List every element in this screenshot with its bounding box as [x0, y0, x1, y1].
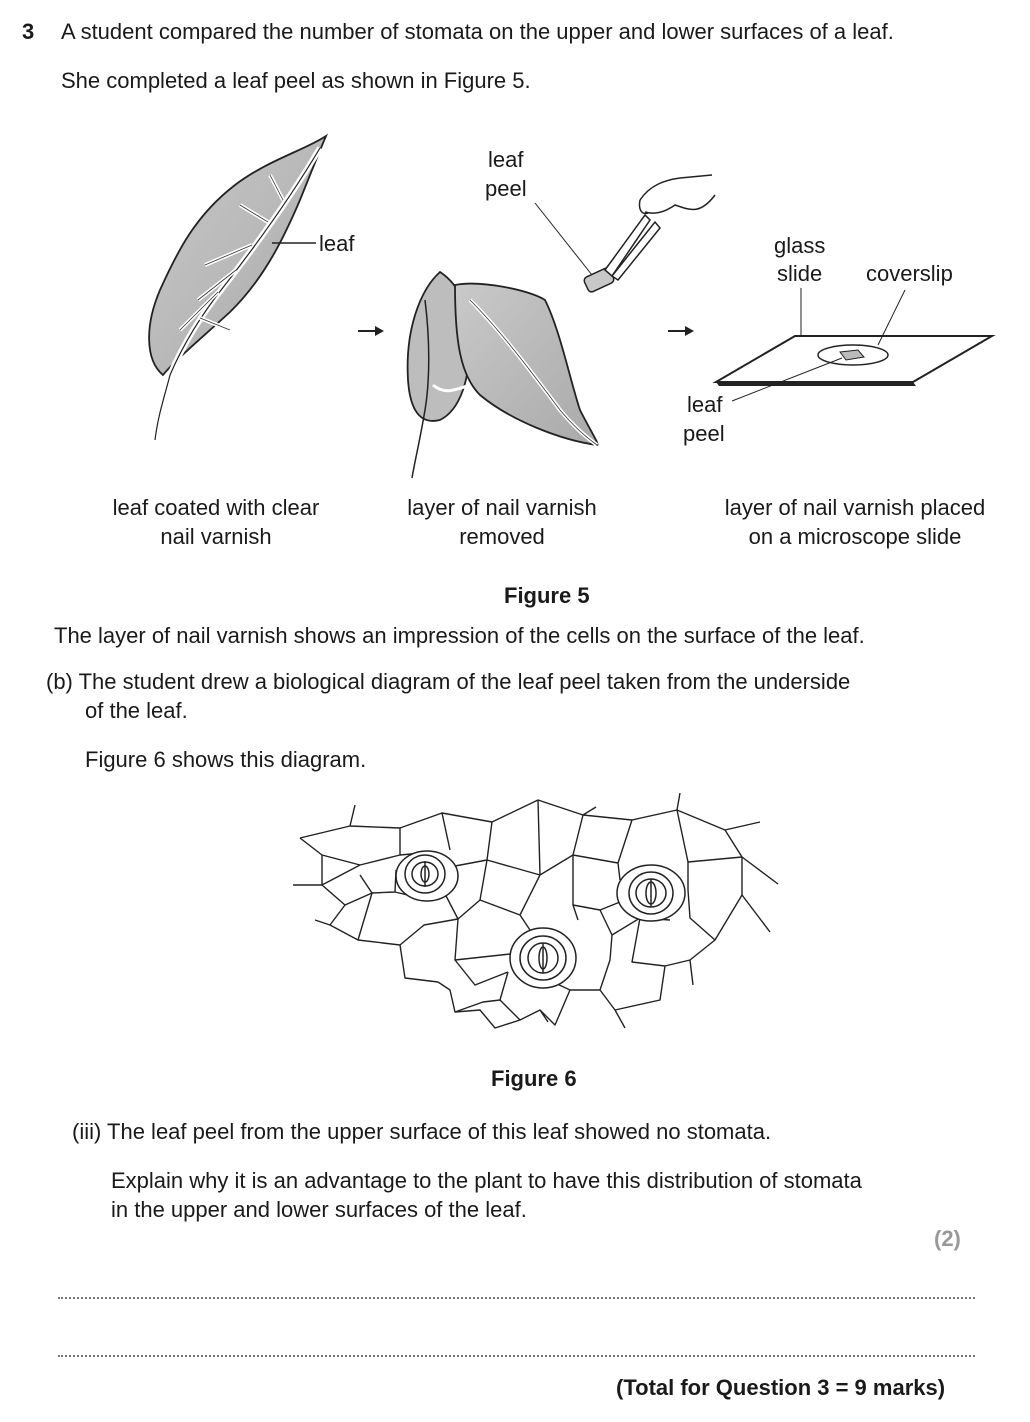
stoma [510, 928, 576, 988]
stoma [617, 865, 685, 921]
caption-step1-line1: leaf coated with clear [112, 495, 320, 520]
label-glass-slide-1: glass [774, 233, 826, 258]
part-b-line3: Figure 6 shows this diagram. [85, 747, 367, 772]
marks-label: (2) [934, 1226, 961, 1251]
figure-6-diagram [293, 793, 778, 1028]
forceps-illustration [583, 175, 715, 293]
stoma [396, 851, 458, 901]
caption-step3-line1: layer of nail varnish placed [724, 495, 986, 520]
microscope-slide-illustration [716, 336, 992, 386]
answer-line[interactable] [58, 1297, 975, 1299]
label-glass-slide-2: slide [777, 261, 823, 286]
label-slide-peel-2: peel [683, 421, 725, 446]
part-iii-line3: in the upper and lower surfaces of the leaf. [111, 1197, 527, 1222]
part-iii-line1: (iii) The leaf peel from the upper surface of this leaf showed no stomata. [72, 1119, 772, 1144]
coated-leaf-illustration [149, 136, 326, 440]
text-after-figure-5: The layer of nail varnish shows an impression of the cells on the surface of the leaf. [54, 623, 865, 648]
question-intro-line1: A student compared the number of stomata on the upper and lower surfaces of a leaf. [61, 19, 894, 44]
label-slide-peel-1: leaf [687, 392, 723, 417]
leaf-peel-pointer [535, 203, 592, 275]
question-number: 3 [22, 19, 35, 44]
label-leaf: leaf [319, 231, 355, 256]
figure-6-title: Figure 6 [491, 1066, 577, 1091]
arrow-icon [358, 326, 384, 336]
total-marks: (Total for Question 3 = 9 marks) [616, 1375, 946, 1400]
question-intro-line2: She completed a leaf peel as shown in Figure 5. [61, 68, 531, 93]
label-coverslip: coverslip [866, 261, 953, 286]
answer-line[interactable] [58, 1355, 975, 1357]
caption-step2-line1: layer of nail varnish [407, 495, 597, 520]
caption-step1-line2: nail varnish [160, 524, 272, 549]
part-iii-line2: Explain why it is an advantage to the plant to have this distribution of stomata [111, 1168, 862, 1193]
part-b-line2: of the leaf. [85, 698, 188, 723]
peeled-leaf-illustration [408, 272, 598, 478]
caption-step3-line2: on a microscope slide [748, 524, 962, 549]
label-leaf-peel-2: peel [485, 176, 527, 201]
label-leaf-peel-1: leaf [488, 147, 524, 172]
figure-5-title: Figure 5 [504, 583, 590, 608]
caption-step2-line2: removed [459, 524, 545, 549]
arrow-icon [668, 326, 694, 336]
part-b-line1: (b) The student drew a biological diagram of the leaf peel taken from the underside [46, 669, 851, 694]
